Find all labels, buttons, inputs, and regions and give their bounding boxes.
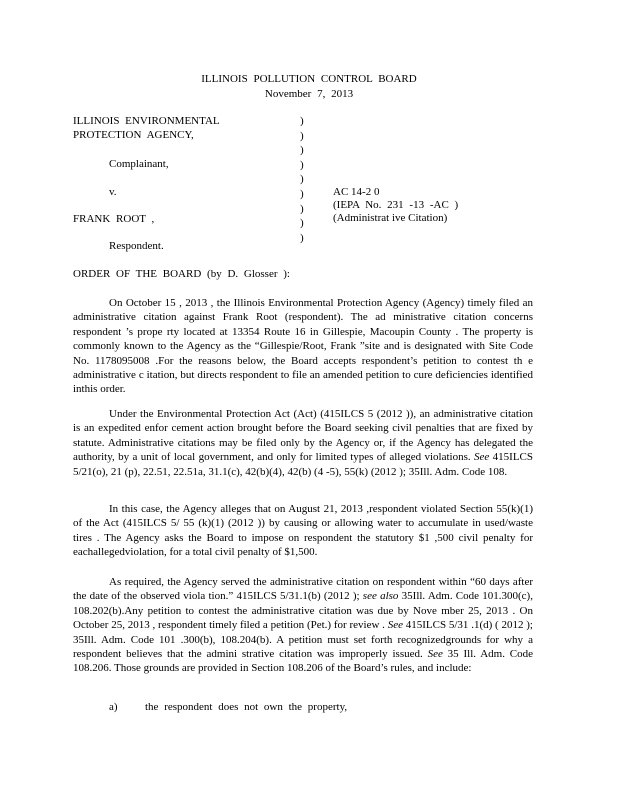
list-item-marker-a: a) bbox=[109, 701, 118, 713]
case-number: AC 14-2 0 bbox=[333, 186, 380, 198]
caption-paren: ) bbox=[300, 217, 304, 230]
caption-paren: ) bbox=[300, 129, 304, 142]
paragraph-4-text: 35 Ill. Adm. Code 108.206. Those grounds are provided in Section 108.206 of the Board’s rules, and include: bbox=[73, 648, 534, 675]
paragraph-4-text: 415ILCS 5/31 .1(d) ( 2012 ); 35Ill. Adm. Code 101 .300(b), 108.204(b). A petition must set forth recognizedgrounds for why a respondent believes that the admini strative citation was improperly issued. bbox=[73, 619, 533, 661]
order-date: November 7, 2013 bbox=[264, 88, 354, 100]
caption-paren: ) bbox=[300, 115, 304, 127]
paragraph-3-text: In this case, the Agency alleges that on August 21, 2013 ,respondent violated Section 55(k)(1) of the Act (415ILCS 5/ 55 (k)(1) (2012 )) by causing or allowing water to accumulate in used/waste tires . The Agency asks the Board to impose on respondent the statutory $1 ,500 civil penalty for eachallegedviolation, for a total civil penalty of $1,500. bbox=[73, 503, 533, 559]
caption-paren-column bbox=[300, 114, 310, 245]
paragraph-4 bbox=[73, 575, 533, 676]
respondent-name: FRANK ROOT , bbox=[73, 213, 155, 225]
caption-paren: ) bbox=[300, 173, 304, 186]
versus-label: v. bbox=[109, 186, 117, 198]
caption-paren: ) bbox=[300, 158, 304, 171]
caption-paren: ) bbox=[300, 187, 304, 200]
respondent-label: Respondent. bbox=[109, 240, 164, 252]
list-item-a: the respondent does not own the property, bbox=[145, 701, 348, 713]
paragraph-4-text: 35Ill. Adm. Code 101.300(c), 108.202(b).Any petition to contest the administrative citation was due by Nove mber 25, 2013 . On October 25, 2013 , respondent timely filed a petition (Pet.) for review . bbox=[73, 590, 533, 632]
paragraph-2-text: Under the Environmental Protection Act (Act) (415ILCS 5 (2012 )), an administrative citation is an expedited enfor cement action brought before the Board seeking civil penalties that are fixed by statute. Administrative citations may be filed only by the Agency or, if the Agency has delegated the authority, by a unit of local government, and only for limited types of alleged violations. bbox=[73, 408, 533, 464]
paragraph-3 bbox=[73, 502, 533, 560]
caption-paren: ) bbox=[300, 144, 304, 157]
see-signal: See bbox=[427, 648, 443, 661]
board-heading: ILLINOIS POLLUTION CONTROL BOARD bbox=[201, 73, 417, 85]
paragraph-1 bbox=[73, 296, 533, 397]
paragraph-1-text: On October 15 , 2013 , the Illinois Environmental Protection Agency (Agency) timely filed an administrative citation against Frank Root (respondent). The ad ministrative citation concerns respondent ’s prope rty located at 13354 Route 16 in Gillespie, Macoupin County . The property is commonly known to the Agency as the “Gillespie/Root, Frank ”site and is designated with Site Code No. 1178095008 .For the reasons below, the Board accepts respondent’s petition to contest th e administrative c itation, but directs respondent to file an amended petition to cure deficiencies identified inthis order. bbox=[73, 297, 533, 396]
caption-paren: ) bbox=[300, 231, 304, 244]
caption-paren: ) bbox=[300, 202, 304, 215]
paragraph-2-citation: 415ILCS 5/21(o), 21 (p), 22.51, 22.51a, 31.1(c), 42(b)(4), 42(b) (4 -5), 55(k) (2012 ); 35Ill. Adm. Code 108. bbox=[73, 451, 534, 478]
iepa-number: (IEPA No. 231 -13 -AC ) bbox=[333, 199, 459, 211]
citation-type: (Administrat ive Citation) bbox=[333, 212, 448, 224]
paragraph-4-text: As required, the Agency served the administrative citation on respondent within “60 days after the date of the observed viola tion.” 415ILCS 5/31.1(b) (2012 ); bbox=[73, 576, 533, 603]
paragraph-2 bbox=[73, 407, 533, 479]
see-signal: See bbox=[474, 451, 490, 464]
complainant-name-line2: PROTECTION AGENCY, bbox=[73, 129, 194, 141]
see-signal: See bbox=[387, 619, 403, 632]
see-also-signal: see also bbox=[362, 590, 399, 603]
complainant-label: Complainant, bbox=[109, 158, 169, 170]
order-heading: ORDER OF THE BOARD (by D. Glosser ): bbox=[73, 268, 290, 280]
complainant-name-line1: ILLINOIS ENVIRONMENTAL bbox=[73, 115, 220, 127]
